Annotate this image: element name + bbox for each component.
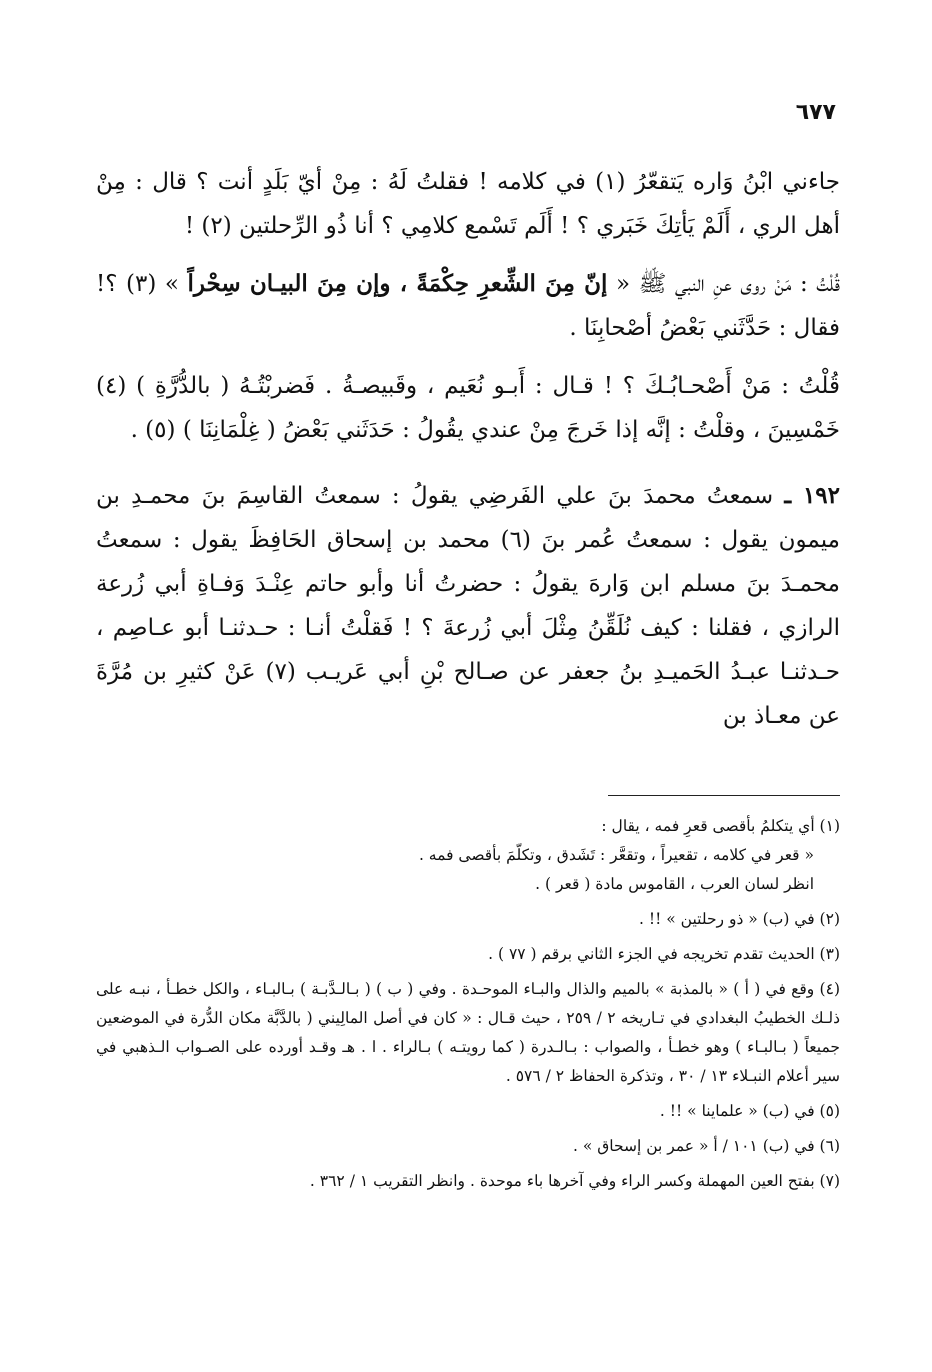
footnote-5: (٥) في (ب) « علماينا » !! . [659, 1102, 840, 1120]
footnote-2: (٢) في (ب) « ذو رحلتين » !! . [639, 910, 840, 928]
paragraph-2-intro: قُلْتُ : مَنْ روى عنِ النبي ﷺ « [616, 271, 841, 297]
narration-number: ١٩٢ ـ [784, 482, 841, 509]
footnote-1-line-2: « قعر في كلامه ، تقعيراً ، وتقعَّر : تَشَدق ، وتكلّمَ بأقصى فمه . [418, 846, 814, 864]
paragraph-192 [96, 474, 840, 738]
paragraph-2-outro: » (٣) ؟! فقال : حَدَّثَني بَعْضُ أصْحابِنَا . [96, 271, 840, 341]
footnote-6: (٦) في (ب) ١٠١ / أ « عمر بن إسحاق » . [573, 1137, 840, 1155]
paragraph-3: قُلْتُ : مَنْ أَصْحـابُـكَ ؟ ! قـال : أَبـو نُعَيم ، وقَبيصـةُ . فَضربْتُـهُ ( بالدُّرَّةِ ) (٤) خَمْسِينَ ، وقلْتُ : إنَّه إذا خَرجَ مِنْ عندي يقُولُ : حَدَثَني بَعْضُ ( غِلْمَانِنَا ) (٥) . [96, 373, 840, 443]
hadith-text: إنّ مِنَ الشِّعرِ حِكْمَةً ، وإن مِنَ البيـان سِحْراً [187, 270, 608, 297]
footnote-7: (٧) بفتح العين المهملة وكسر الراء وفي آخرها باء موحدة . وانظر التقريب ١ / ٣٦٢ . [309, 1172, 840, 1190]
footnote-1 [96, 812, 840, 899]
footnote-divider [608, 795, 840, 796]
footnote-3: (٣) الحديث تقدم تخريجه في الجزء الثاني برقم ( ٧٧ ) . [488, 945, 840, 963]
main-text [96, 160, 840, 752]
footnote-4: (٤) وقع في ( أ ) « بالمذبة » بالميم والذال والبـاء الموحـدة . وفي ( ب ) ( بـالـدَّبـة ) بـالبـاء ، والكل خطـأ ، نبـه على ذلـك الخطيبُ البغدادي في تـاريخه ٢ / ٢٥٩ ، حيث قـال : « كان في أصل المالِيني ( بالدَّبَّة مكان الدُّرة في الموضعين جميعاً ( بـالبـاء ) وهو خطـأ ، والصواب : بـالـدرة ( كما رويتـه ) بـالراء . ا . هـ وقـد أورده على الصـواب الـذهبي في سير أعلام النبـلاء ١٣ / ٣٠ ، وتذكرة الحفاظ ٢ / ٥٧٦ . [96, 980, 840, 1085]
footnote-1-line-3: انظر لسان العرب ، القاموس مادة ( قعر ) . [535, 875, 814, 893]
footnotes [96, 812, 840, 1202]
footnote-1-line-1: (١) أي يتكلمُ بأقصى قعرِ فمه ، يقال : [601, 817, 840, 835]
narration-text: سمعتُ محمدَ بنَ علي الفَرضِي يقولُ : سمعتُ القاسِمَ بنَ محمـدِ بن ميمون يقول : سمعتُ عُمر بنَ (٦) محمد بن إسحاق الحَافِظَ يقول : سمعتُ محمـدَ بنَ مسلم ابن وَارهَ يقولُ : حضرتُ أنا وأبو حاتم عِنْـدَ وَفـاةِ أبي زُرعة الرازي ، فقلنا : كيف نُلَقِّنُ مِثْلَ أبي زُرعةَ ؟ ! فَقلْتُ أنـا : حـدثنـا أبو عـاصِم ، حـدثنـا عبـدُ الحَميـدِ بنُ جعفر عن صـالح بْنِ أبي عَريـب (٧) عَنْ كثيرِ بن مُرَّةَ عن معـاذ بن [96, 483, 841, 729]
page-number: ٦٧٧ [795, 100, 836, 125]
paragraph-2 [96, 262, 840, 350]
paragraph-1: جاءني ابْنُ وَاره يَتقعّرُ (١) في كلامه ! فقلتُ لَهُ : مِنْ أيّ بَلَدٍ أنت ؟ قال : مِنْ أهل الري ، أَلَمْ يَأتِكَ خَبَري ؟ ! أَلَم تَسْمع كلامِي ؟ أنا ذُو الرِّحلتين (٢) ! [96, 169, 840, 239]
